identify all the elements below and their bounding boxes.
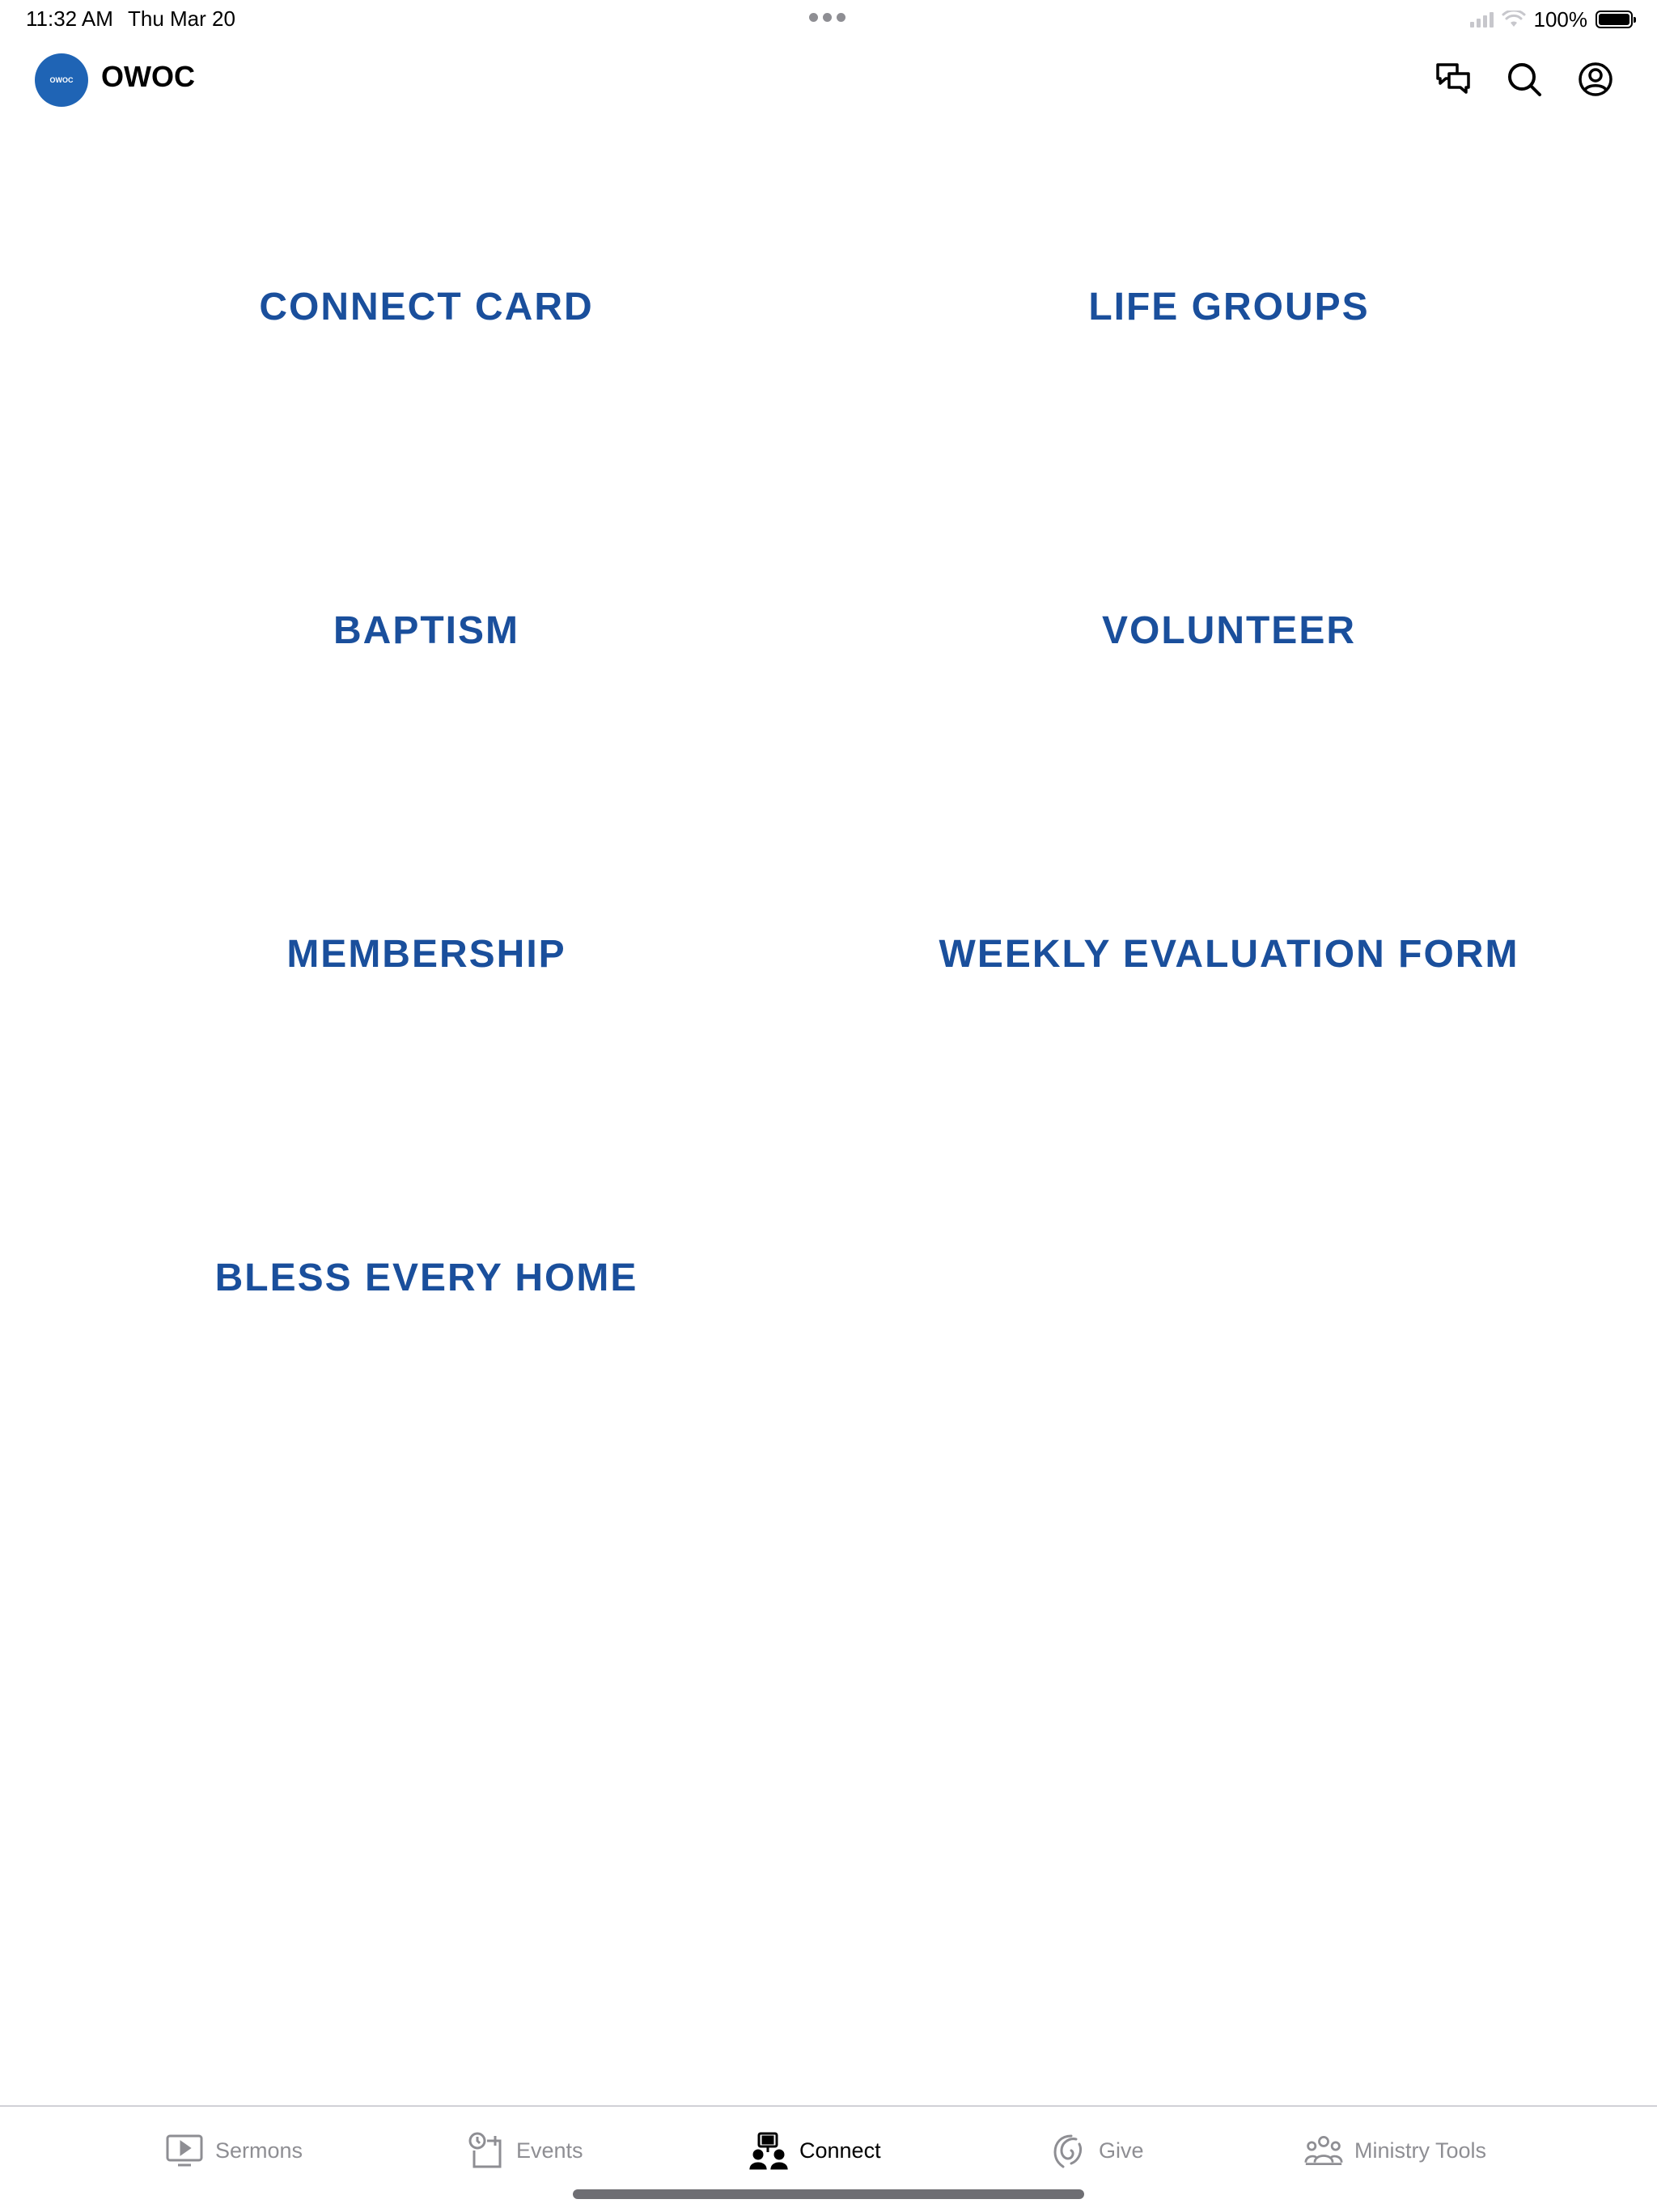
tab-ministry-tools[interactable] [1304,2128,1486,2173]
app-header [0,39,1657,120]
life-groups-link[interactable]: LIFE GROUPS [1088,286,1370,328]
battery-icon [1596,11,1633,28]
multitasking-dots-icon[interactable] [809,13,848,23]
tab-label: Events [516,2138,583,2163]
tab-give[interactable] [1049,2128,1144,2173]
status-indicators [1470,5,1634,34]
bless-every-home-link[interactable]: BLESS EVERY HOME [214,1256,638,1299]
battery-percent: 100% [1533,6,1587,32]
tab-label: Sermons [215,2138,303,2163]
battery-fill [1599,14,1629,25]
cellular-signal-icon [1470,11,1494,28]
profile-icon[interactable] [1574,58,1617,100]
tab-sermons[interactable] [165,2128,303,2173]
chat-icon[interactable] [1432,58,1474,100]
search-icon[interactable] [1503,58,1545,100]
membership-link[interactable]: MEMBERSHIP [286,933,566,976]
volunteer-link[interactable]: VOLUNTEER [1101,609,1356,652]
people-connect-icon [749,2131,788,2170]
tab-label: Connect [799,2138,881,2163]
tab-connect[interactable] [749,2128,881,2173]
tab-events[interactable] [466,2128,583,2173]
app-title: OWOC [101,60,195,93]
tab-label: Ministry Tools [1354,2138,1487,2163]
weekly-evaluation-form-link[interactable]: WEEKLY EVALUATION FORM [939,933,1519,976]
baptism-link[interactable]: BAPTISM [333,609,519,652]
give-hand-icon [1049,2131,1087,2170]
wifi-icon [1502,11,1526,28]
home-indicator[interactable] [573,2189,1084,2199]
group-icon [1304,2131,1343,2170]
status-date: Thu Mar 20 [128,6,235,31]
tab-label: Give [1099,2138,1144,2163]
tv-play-icon [165,2131,204,2170]
calendar-clock-icon [466,2131,505,2170]
connect-card-link[interactable]: CONNECT CARD [259,286,594,328]
status-bar [0,0,1657,39]
app-logo[interactable]: OWOC [35,53,88,107]
status-time: 11:32 AM [26,6,113,31]
